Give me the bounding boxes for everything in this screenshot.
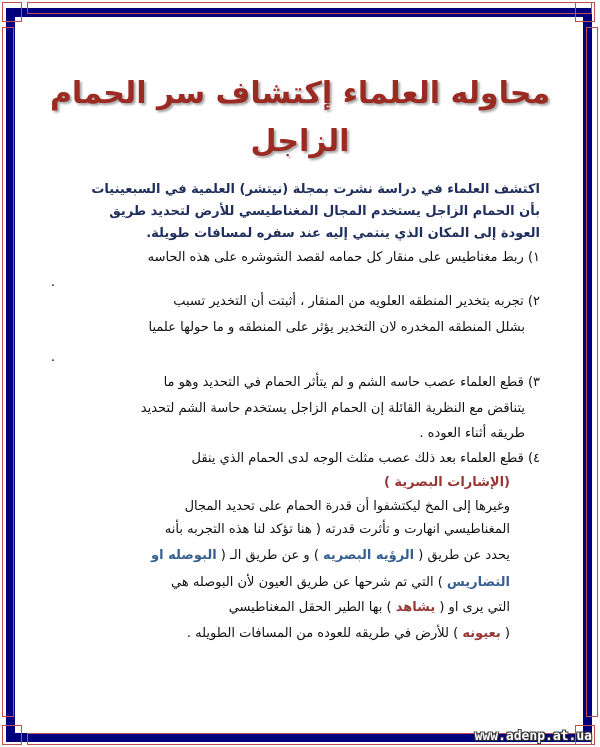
highlighted-text: التضاريس <box>446 575 510 590</box>
text-segment: . <box>50 275 55 290</box>
text-segment: ٣) قطع العلماء عصب حاسه الشم و لم يتأثر الحمام في التحديد وهو ما <box>163 375 540 390</box>
text-segment: ) للأرض في طريقه للعوده من المسافات الطويله . <box>186 626 463 641</box>
text-line <box>24 182 540 198</box>
text-segment: اكتشف العلماء في دراسة نشرت بمجلة (نيتشر) العلمية في السبعينيات <box>91 182 540 197</box>
text-segment: ( <box>500 626 510 641</box>
text-segment: بشلل المنطقه المخدره لان التخدير يؤثر على المنطقه و ما حولها علميا <box>148 320 525 335</box>
page-title: محاوله العلماء إكتشاف سر الحمام الزاجل <box>49 76 551 159</box>
text-line <box>24 451 540 467</box>
frame-accent <box>2 725 22 745</box>
text-line <box>24 226 540 242</box>
text-line <box>51 350 55 366</box>
text-line <box>24 548 510 564</box>
text-segment: ١) ربط مغناطيس على منقار كل حمامه لقصد الشوشره على هذه الحاسه <box>147 250 540 265</box>
frame-accent <box>2 2 22 22</box>
text-segment: التي يرى او ( <box>435 600 510 615</box>
text-segment: بأن الحمام الزاجل يستخدم المجال المغناطيسي للأرض لتحديد طريق <box>109 204 540 219</box>
highlighted-text: البوصله او <box>151 548 217 563</box>
text-segment: يحدد عن طريق ( <box>414 548 510 563</box>
text-segment: ٤) قطع العلماء بعد ذلك عصب مثلث الوجه لدى الحمام الذي ينقل <box>191 451 540 466</box>
text-line <box>51 275 55 291</box>
text-line <box>24 600 510 616</box>
highlighted-text: الرؤيه البصريه <box>323 548 415 563</box>
frame-accent <box>2 27 14 717</box>
text-line <box>24 575 510 591</box>
text-segment: . <box>50 350 55 365</box>
text-line <box>24 375 540 391</box>
text-line <box>24 250 540 266</box>
text-line <box>24 499 510 515</box>
frame-accent <box>575 2 595 22</box>
watermark: www.adenp.at.ua <box>474 729 592 744</box>
text-line <box>24 522 510 538</box>
text-segment: يتناقض مع النظرية القائلة إن الحمام الزاجل يستخدم حاسة الشم لتحديد <box>140 401 525 416</box>
highlighted-text: يشاهد <box>395 600 436 615</box>
text-segment: ) بها الطير الحقل المغناطيسي <box>228 600 396 615</box>
highlighted-text: (الإشارات البصرية ) <box>383 475 510 490</box>
frame-accent <box>586 27 598 717</box>
text-line <box>24 204 540 220</box>
text-segment: ) التي تم شرحها عن طريق العيون لأن البوصله هي <box>171 575 447 590</box>
text-line <box>24 426 525 442</box>
text-line <box>24 294 540 310</box>
highlighted-text: بعيونه <box>462 626 501 641</box>
text-line <box>24 475 510 491</box>
text-line <box>24 626 510 642</box>
text-segment: وغيرها إلى المخ ليكتشفوا أن قدرة الحمام على تحديد المجال <box>184 499 510 514</box>
text-line <box>24 401 525 417</box>
text-segment: ) و عن طريق الـ ( <box>216 548 324 563</box>
text-segment: ٢) تجربه بتخدير المنطقه العلويه من المنقار ، أثبتت أن التخدير تسبب <box>173 294 540 309</box>
text-line <box>24 320 525 336</box>
text-segment: طريقه أثناء العوده . <box>419 426 525 441</box>
frame-accent <box>27 2 592 14</box>
text-segment: المغناطيسي انهارت و تأثرت قدرته ( هنا تؤكد لنا هذه التجربه بأنه <box>164 522 510 537</box>
text-segment: العودة إلى المكان الذي ينتمي إليه عند سفره لمسافات طويلة. <box>146 226 540 241</box>
